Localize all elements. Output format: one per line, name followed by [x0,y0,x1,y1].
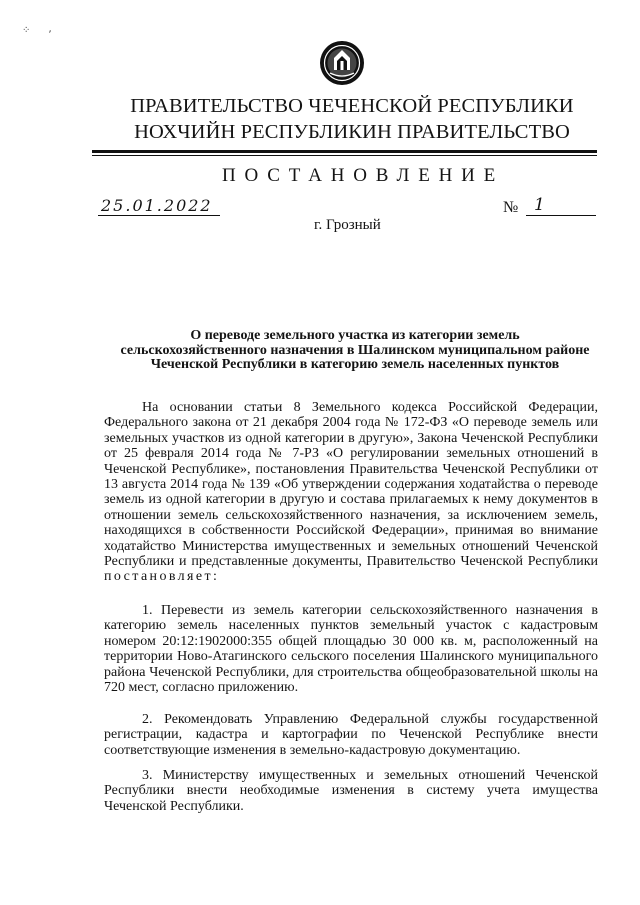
header-rule-thin [92,155,597,156]
document-city: г. Грозный [314,217,381,233]
document-number-label: № [503,199,519,216]
document-number: 1 [534,195,545,215]
clause-3-text: 3. Министерству имущественных и земельных отношений Чеченской Республики внести необходимые изменения в систему учета имущества Чеченской Республики. [104,768,598,814]
preamble-text: На основании статьи 8 Земельного кодекса Российской Федерации, Федерального закона от 21 декабря 2004 года № 172-ФЗ «О переводе земель или земельных участков из одной категории в другую», Закона Чеченской Республики от 25 февраля 2014 года № 7-РЗ «О регулировании земельных отношений в Чеченской Республике», постановления Правительства Чеченской Республики от 13 августа 2014 года № 139 «Об утверждении содержания ходатайства о переводе земель из одной категории в другую и состава прилагаемых к нему документов в отношении земель сельскохозяйственного назначения, за исключением земель, находящихся в собственности Российской Федерации», принимая во внимание ходатайство Министерства имущественных и земельных отношений Чеченской Республики и представленные документы, Правительство Чеченской Республики [104,400,598,570]
clause-1 [104,603,598,695]
clause-3 [104,768,598,814]
document-type: ПОСТАНОВЛЕНИЕ [222,165,505,186]
scan-marks: ⁘ ⸴ [22,25,60,36]
clause-2-text: 2. Рекомендовать Управлению Федеральной службы государственной регистрации, кадастра и картографии по Чеченской Республике внести соответствующие изменения в земельно-кадастровую документацию. [104,712,598,758]
resolves-phrase: постановляет: [104,569,220,585]
preamble-paragraph [104,400,598,585]
clause-1-text: 1. Перевести из земель категории сельскохозяйственного назначения в категорию земель населенных пунктов земельный участок с кадастровым номером 20:12:1902000:355 общей площадью 30 000 кв. м, расположенный на территории Ново-Атагинского сельского поселения Шалинского муниципального района Чеченской Республики, для строительства общеобразовательной школы на 720 мест, согласно приложению. [104,603,598,696]
government-title-chechen: НОХЧИЙН РЕСПУБЛИКИН ПРАВИТЕЛЬСТВО [134,121,570,143]
date-underline [98,215,220,216]
document-subject: О переводе земельного участка из категории земель сельскохозяйственного назначения в Шалинском муниципальном районе Чеченской Республики в категорию земель населенных пунктов [120,328,590,373]
header-rule-thick [92,150,597,153]
clause-2 [104,712,598,758]
government-title-russian: ПРАВИТЕЛЬСТВО ЧЕЧЕНСКОЙ РЕСПУБЛИКИ [130,95,574,117]
number-underline [526,215,596,216]
chechen-republic-emblem-icon [318,37,366,89]
document-date: 25.01.2022 [101,196,213,215]
